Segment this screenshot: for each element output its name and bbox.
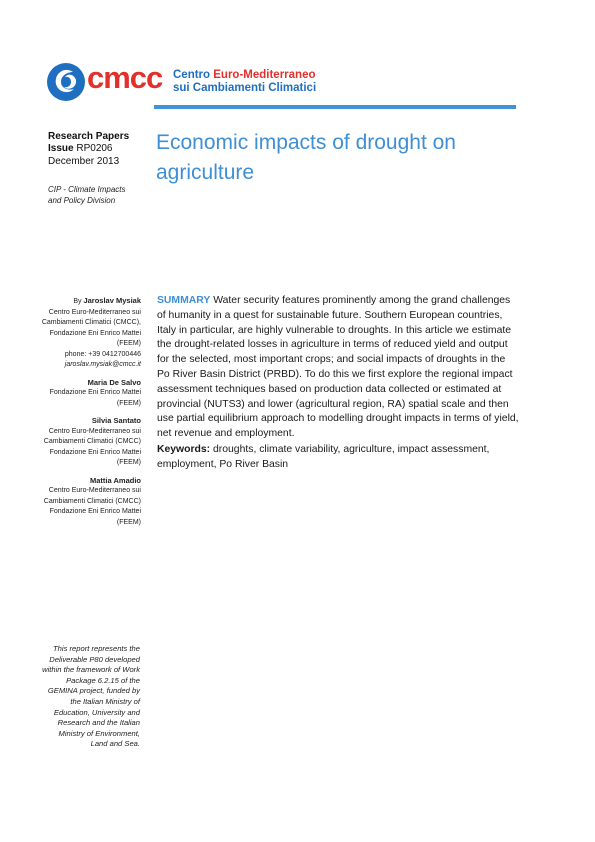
funding-note: This report represents the Deliverable P80 developed within the framework of Work Package 6.2.15 of the GEMINA project, funded by the Italian Ministry of Education, University and Research and the Italian Ministry of Environment, Land and Sea. — [42, 644, 140, 749]
author-name: Jaroslav Mysiak — [83, 296, 141, 305]
keywords-paragraph — [157, 443, 519, 473]
brand-name-line1 — [173, 69, 316, 82]
author-name: Maria De Salvo — [87, 377, 141, 387]
author-name: Mattia Amadio — [90, 475, 141, 485]
summary-text: Water security features prominently among the grand challenges of humanity in a quest for sustainable future. Southern European countries, Italy in particular, are highly vulnerable to droughts. In this article we estimate the drought-related losses in agriculture in terms of reduced yield and output for the selected, most important crops; and social impacts of droughts in the Po River Basin District (PRBD). To do this we first explore the regional impact assessment techniques based on production data collected or estimated at provincial (NUTS3) and lower (agricultural region, RA) spatial scale and then use partial equilibrium approach to modelling drought impacts in terms of yield, net revenue and employment. — [157, 295, 519, 440]
author-4: Mattia Amadio Centro Euro-Mediterraneo sui Cambiamenti Climatici (CMCC) Fondazione Eni Enrico Mattei (FEEM) — [40, 476, 141, 529]
issue-label: Issue — [48, 143, 74, 154]
brand-wordmark: cmcc — [87, 60, 163, 95]
summary-label: SUMMARY — [157, 295, 211, 306]
summary-paragraph — [157, 294, 519, 442]
paper-title: Economic impacts of drought on agriculture — [156, 131, 456, 184]
authors-block — [40, 296, 141, 528]
author-1: By Jaroslav Mysiak Centro Euro-Mediterraneo sui Cambiamenti Climatici (CMCC), Fondazione Eni Enrico Mattei (FEEM) phone: +39 0412700446 jaroslav.mysiak@cmcc.it — [40, 296, 141, 371]
keywords-label: Keywords: — [157, 444, 211, 455]
author-name: Silvia Santato — [91, 416, 141, 425]
series-label: Research Papers — [48, 131, 130, 142]
brand-name-centro: Centro — [173, 69, 214, 81]
header-rule — [154, 105, 516, 109]
brand-name-line2: sui Cambiamenti Climatici — [173, 82, 317, 94]
division-label: CIP - Climate Impacts and Policy Division — [48, 185, 126, 205]
issue-line — [48, 143, 113, 155]
author-2: Maria De Salvo Fondazione Eni Enrico Mattei (FEEM) — [40, 378, 141, 410]
author-phone: phone: +39 0412700446 — [64, 350, 141, 358]
cmcc-logo-mark — [46, 60, 86, 104]
author-3: Silvia Santato Centro Euro-Mediterraneo sui Cambiamenti Climatici (CMCC) Fondazione Eni Enrico Mattei (FEEM) — [40, 416, 141, 469]
keywords-text: droughts, climate variability, agriculture, impact assessment, employment, Po River Basin — [157, 444, 490, 470]
author-email[interactable]: jaroslav.mysiak@cmcc.it — [64, 361, 141, 368]
brand-name-euromed: Euro-Mediterraneo — [213, 69, 316, 81]
issue-value: RP0206 — [76, 143, 113, 154]
publication-date: December 2013 — [48, 156, 120, 167]
